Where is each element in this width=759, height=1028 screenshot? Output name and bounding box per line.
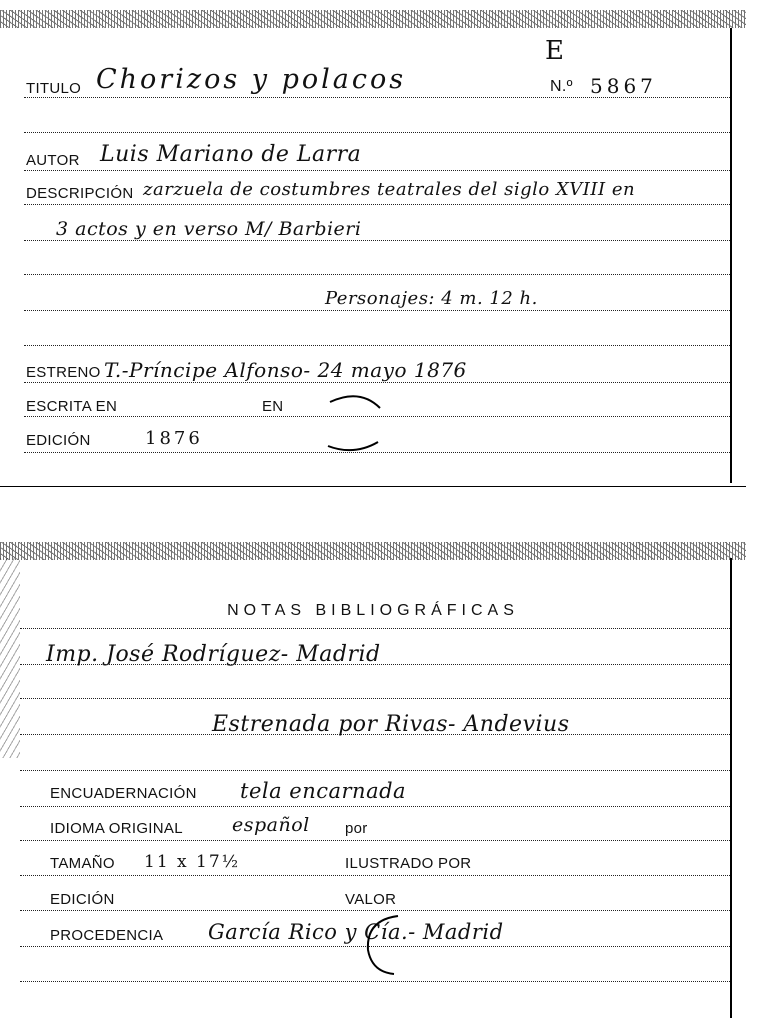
punch-hole-mark [320,388,390,458]
punch-hole-mark [360,910,420,980]
idioma-label: IDIOMA ORIGINAL [50,820,183,837]
procedencia-value: García Rico y Cía.- Madrid [208,920,504,944]
dotted-line [20,734,730,735]
descripcion-line3: Personajes: 4 m. 12 h. [325,288,538,309]
procedencia-label: PROCEDENCIA [50,927,164,944]
dotted-line [24,345,730,346]
dotted-line [24,97,730,98]
descripcion-line1: zarzuela de costumbres teatrales del siglo XVIII en [143,179,636,200]
catalog-card-top [0,0,746,492]
letter-mark: E [545,36,565,66]
dotted-line [20,875,730,876]
note-estrenada: Estrenada por Rivas- Andevius [212,712,570,737]
card-bottom-rule [0,486,746,487]
idioma-value: español [232,814,310,836]
titulo-value: Chorizos y polacos [96,64,407,95]
dotted-line [24,274,730,275]
dotted-line [20,664,730,665]
autor-value: Luis Mariano de Larra [100,142,362,167]
catalog-card-bottom [0,538,746,1028]
dotted-line [24,382,730,383]
dotted-line [24,310,730,311]
card-right-edge [730,28,732,483]
titulo-label: TITULO [26,80,82,97]
notas-heading: NOTAS BIBLIOGRÁFICAS [227,602,519,619]
dotted-line [24,240,730,241]
card-left-edge-noise [0,558,20,758]
numero-label: N.º [550,78,573,95]
escrita-label: ESCRITA EN [26,398,118,415]
dotted-line [20,628,730,629]
dotted-line [24,132,730,133]
dotted-line [20,981,730,982]
tamano-label: TAMAÑO [50,855,115,872]
note-imprenta: Imp. José Rodríguez- Madrid [46,642,381,667]
edicion-label: EDICIÓN [26,432,91,449]
dotted-line [20,698,730,699]
card-right-edge [730,558,732,1018]
ilustrado-label: ILUSTRADO POR [345,855,472,872]
encuadernacion-value: tela encarnada [240,779,407,803]
numero-value: 5867 [590,74,657,98]
dotted-line [24,170,730,171]
tamano-value: 11 x 17½ [144,852,241,872]
edicion-value: 1876 [145,428,203,449]
card-top-edge-noise [0,10,746,28]
encuadernacion-label: ENCUADERNACIÓN [50,785,197,802]
escrita-en-label: EN [262,398,284,415]
edicion-label: EDICIÓN [50,891,115,908]
valor-label: VALOR [345,891,397,908]
idioma-por-label: por [345,820,368,837]
estreno-label: ESTRENO [26,364,101,381]
descripcion-label: DESCRIPCIÓN [26,185,134,202]
dotted-line [24,204,730,205]
dotted-line [20,806,730,807]
card-bottom-edge-noise [0,542,746,560]
dotted-line [20,840,730,841]
dotted-line [20,770,730,771]
descripcion-line2: 3 actos y en verso M/ Barbieri [56,218,362,240]
estreno-value: T.-Príncipe Alfonso- 24 mayo 1876 [104,358,467,382]
autor-label: AUTOR [26,152,80,169]
